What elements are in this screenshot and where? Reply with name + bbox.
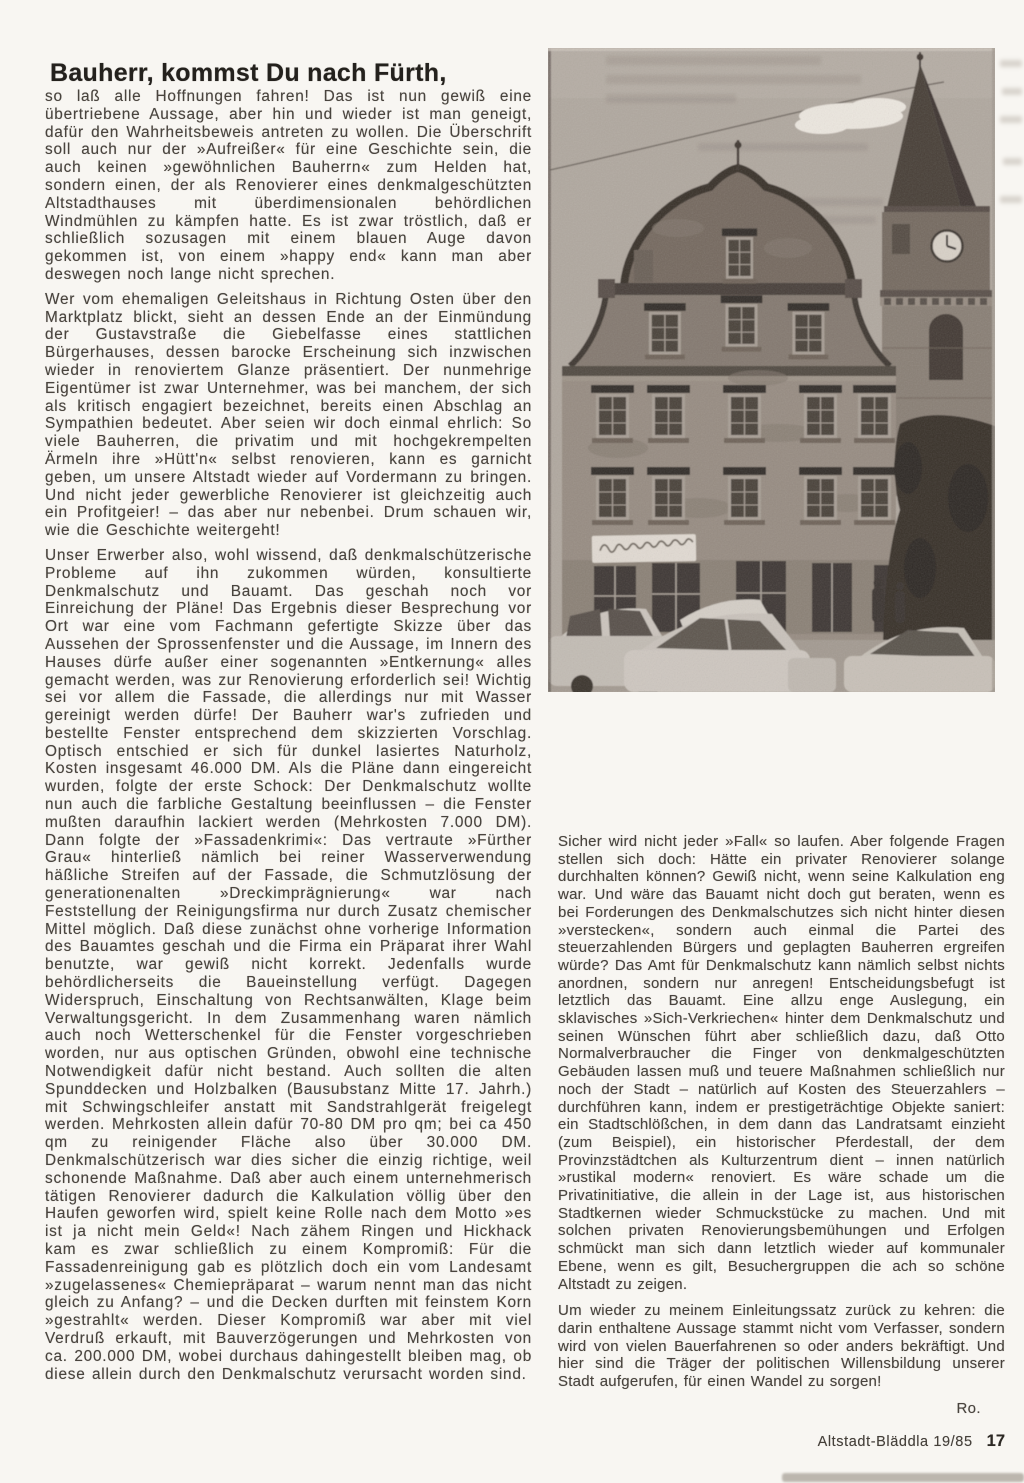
building-photo: [548, 48, 995, 692]
left-column: [45, 88, 532, 1390]
bleedthrough-mark: [1003, 158, 1022, 165]
bleedthrough-mark: [1000, 116, 1022, 123]
article-title: Bauherr, kommst Du nach Fürth,: [50, 58, 447, 87]
scan-edge-shadow: [782, 1473, 1024, 1482]
right-column: [558, 833, 1005, 1418]
article-paragraph: Unser Erwerber also, wohl wissend, daß denkmalschützerische Probleme auf ihn zukommen würden, konsultierte Denkmalschutz und Bauamt. Das geschah noch vor Einreichung der Pläne! Das Ergebnis dieser Besprechung vor Ort war eine vom Fachmann gefertigte Skizze über das Aussehen der Sprossenfenster und die Aussage, im Innern des Hauses dürfe außer einer sogenannten »Entkernung« alles gemacht werden, was zur Renovierung erforderlich sei! Wichtig sei vor allem die Fassade, die allerdings nur mit Wasser gereinigt werden dürfe! Der Bauherr war's zufrieden und bestellte Fenster entsprechend dem skizzierten Vorschlag. Optisch entschied er sich für dunkel lasiertes Naturholz, Kosten insgesamt 46.000 DM. Als die Pläne dann eingereicht wurden, folgte der erste Schock: Der Denkmalschutz wollte nun auch die farbliche Gestaltung beeinflussen – die Fenster mußten daraufhin lackiert werden (Mehrkosten 7.000 DM). Dann folgte der »Fassadenkrimi«: Das vertraute »Fürther Grau« hinterließ nämlich bei reiner Wasserverwendung häßliche Streifen auf der Fassade, die Schmutzlösung der generationenalten »Dreckimprägnierung« war nach Feststellung der Reinigungsfirma nur durch Zusatz chemischer Mittel möglich. Daß diese zunächst ohne vorherige Information des Bauamtes geschah und die Firma ein Präparat ihrer Wahl benutzte, war gewiß nicht korrekt. Jedenfalls wurde behördlicherseits die Baueinstellung verfügt. Dagegen Widerspruch, Einschaltung von Rechtsanwälten, Klage beim Verwaltungsgericht. In dem Zusammenhang waren nämlich auch noch Wetterschenkel für die Fenster vorgeschrieben worden, nur aus optischen Gründen, obwohl eine technische Notwendigkeit dafür nicht bestand. Auch sollten die alten Spunddecken und Holzbalken (Bausubstanz Mitte 17. Jahrh.) mit Schwingschleifer anstatt mit Sandstrahlgerät freigelegt werden. Mehrkosten allein dafür 70-80 DM pro qm; bei ca 450 qm zu reinigender Fläche also über 30.000 DM. Denkmalschützerisch war dies sicher die einzig richtige, weil schonende Maßnahme. Daß aber auch einem unternehmerisch tätigen Renovierer dadurch die Kalkulation völlig über den Haufen geworfen wird, spielt keine Rolle nach dem Motto »es ist ja nicht mein Geld«! Nach zähem Ringen und Hickhack kam es zwar schließlich zu einem Kompromiß: Für die Fassadenreinigung gab es plötzlich doch ein vom Landesamt »zugelassenes« Chemiepräparat – warum nennt man das nicht gleich zu Anfang? – und die Decken durften mit feinstem Korn »gestrahlt« werden. Dieser Kompromiß war aber mit viel Verdruß erkauft, mit Bauverzögerungen und Mehrkosten von ca. 200.000 DM, wobei durchaus dahingestellt bleiben mag, ob diese allein durch den Denkmalschutz verursacht worden sind.: [45, 546, 532, 1383]
bleedthrough-mark: [1000, 60, 1022, 67]
page-footer: [558, 1432, 1005, 1451]
article-paragraph: so laß alle Hoffnungen fahren! Das ist nun gewiß eine übertriebene Aussage, aber hin und wieder ist man geneigt, dafür den Wahrheitsbeweis antreten zu wollen. Die Überschrift soll auch nur der »Aufreißer« für eine Geschichte sein, die auch keinen »gewöhnlichen Bauherrn« zum Helden hat, sondern einen, der als Renovierer eines denkmalgeschützten Altstadthauses mit überdimensionalen behördlichen Windmühlen zu kämpfen hatte. Es ist zwar tröstlich, daß er schließlich sozusagen mit einem blauen Auge davon gekommen ist, von einem »happy end« kann man aber deswegen noch lange nicht sprechen.: [45, 88, 532, 283]
article-paragraph: Sicher wird nicht jeder »Fall« so laufen. Aber folgende Fragen stellen sich doch: Hätte ein privater Renovierer solange durchhalten können? Gewiß nicht, wenn seine Kalkulation eng war. Und wäre das Bauamt nicht doch gut beraten, wenn es bei Forderungen des Denkmalschutzes sich nicht hinter diesen »verstecken«, sondern auch einmal die Partei des steuerzahlenden Bürgers und geplagten Bauherren ergreifen würde? Das Amt für Denkmalschutz kann nämlich selbst nichts anordnen, sondern nur anregen! Entscheidungsbefugt ist letztlich das Bauamt. Eine allzu enge Auslegung, ein sklavisches »Sich-Verkriechen« hinter dem Denkmalschutz und seinen Wünschen führt aber schließlich dazu, daß Otto Normalverbraucher die Finger von denkmalgeschützten Gebäuden lassen muß und teuere Maßnahmen schließlich nur noch der Stadt – natürlich auf Kosten des Steuerzahlers – durchführen kann, indem er prestigeträchtige Objekte saniert: ein Stadtschlößchen, in dem dann das Landratsamt einzieht (zum Beispiel), ein historischer Pferdestall, der dem Provinzstädtchen als Kulturzentrum dient – innen natürlich »rustikal modern« renoviert. Es wäre schade um die Privatinitiative, die allein in der Lage ist, aus historischen Stadtkernen wieder Schmuckstücke zu machen. Und mit solchen privaten Renovierungsbemühungen und Erfolgen schmückt man sich dann letztlich wieder auf kommunaler Ebene, wenn es gilt, Besuchergruppen die ach so schöne Altstadt zu zeigen.: [558, 833, 1005, 1293]
footer-journal-label: Altstadt-Bläddla 19/85: [817, 1434, 973, 1450]
bleedthrough-mark: [1000, 196, 1022, 203]
footer-page-number: 17: [986, 1432, 1005, 1450]
author-initials: Ro.: [956, 1399, 981, 1417]
article-paragraph: Um wieder zu meinem Einleitungssatz zurück zu kehren: die darin enthaltene Aussage stammt nicht vom Verfasser, sondern wird von vielen Bauerfahrenen so oder anders bekräftigt. Und hier sind die Träger der politischen Willensbildung unserer Stadt aufgerufen, für einen Wandel zu sorgen!: [558, 1302, 1005, 1391]
bleedthrough-mark: [1002, 88, 1022, 95]
article-paragraph: Wer vom ehemaligen Geleitshaus in Richtung Osten über den Marktplatz blickt, sieht an dessen Ende an der Einmündung der Gustavstraße die Giebelfasse eines stattlichen Bürgerhauses, dessen barocke Erscheinung sich inzwischen wieder in renoviertem Glanze präsentiert. Der nunmehrige Eigentümer ist zwar Unternehmer, was bei manchem, der sich als kritisch engagiert bezeichnet, bereits einen Abschlag an Sympathien bedeutet. Aber seien wir doch einmal ehrlich: So viele Bauherren, die privatim und mit hochgekrempelten Ärmeln ihre »Hütt'n« selbst renovieren, kann es garnicht geben, um unsere Altstadt wieder auf Vordermann zu bringen. Und nicht jeder gewerbliche Renovierer ist gleichzeitig auch ein Profitgeier! – das aber nur nebenbei. Drum schauen wir, wie die Geschichte weitergeht!: [45, 290, 532, 540]
